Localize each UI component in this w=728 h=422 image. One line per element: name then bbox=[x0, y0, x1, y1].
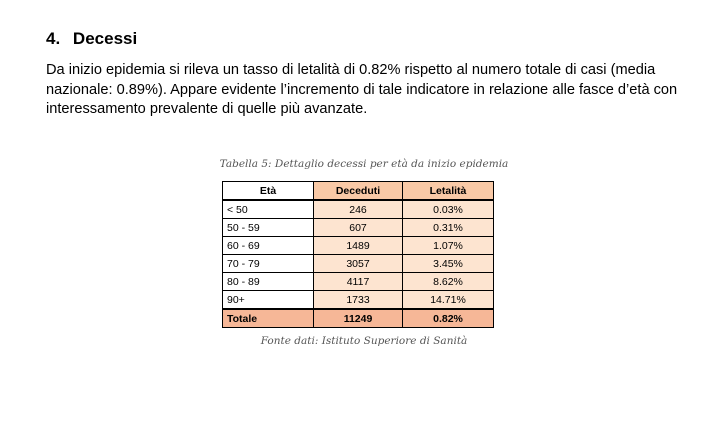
cell-eta: 70 - 79 bbox=[223, 255, 314, 273]
header-eta: Età bbox=[223, 182, 314, 201]
cell-letalita: 3.45% bbox=[403, 255, 494, 273]
cell-eta: < 50 bbox=[223, 200, 314, 219]
cell-deceduti: 1489 bbox=[314, 237, 403, 255]
table-header-row bbox=[223, 182, 494, 201]
cell-deceduti: 607 bbox=[314, 219, 403, 237]
section-title: Decessi bbox=[72, 29, 138, 48]
total-label: Totale bbox=[223, 309, 314, 328]
header-deceduti: Deceduti bbox=[314, 182, 403, 201]
section-heading bbox=[46, 29, 137, 49]
cell-eta: 90+ bbox=[223, 291, 314, 310]
table-row bbox=[223, 255, 494, 273]
table-row bbox=[223, 219, 494, 237]
cell-deceduti: 1733 bbox=[314, 291, 403, 310]
cell-eta: 60 - 69 bbox=[223, 237, 314, 255]
table-row bbox=[223, 237, 494, 255]
cell-letalita: 14.71% bbox=[403, 291, 494, 310]
cell-deceduti: 3057 bbox=[314, 255, 403, 273]
table-total-row bbox=[223, 309, 494, 328]
section-paragraph: Da inizio epidemia si rileva un tasso di letalità di 0.82% rispetto al numero totale di casi (media nazionale: 0.89%). Appare evidente l’incremento di tale indicatore in relazione alle fasce d’età con interessamento prevalente di quelle più avanzate. bbox=[46, 62, 678, 117]
cell-deceduti: 4117 bbox=[314, 273, 403, 291]
cell-letalita: 8.62% bbox=[403, 273, 494, 291]
cell-deceduti: 246 bbox=[314, 200, 403, 219]
total-deceduti: 11249 bbox=[314, 309, 403, 328]
table-row bbox=[223, 291, 494, 310]
section-number: 4. bbox=[46, 29, 61, 48]
deaths-by-age-table bbox=[222, 181, 494, 328]
table-caption: Tabella 5: Dettaglio decessi per età da inizio epidemia bbox=[219, 158, 509, 170]
cell-letalita: 1.07% bbox=[403, 237, 494, 255]
cell-eta: 50 - 59 bbox=[223, 219, 314, 237]
cell-letalita: 0.31% bbox=[403, 219, 494, 237]
total-letalita: 0.82% bbox=[403, 309, 494, 328]
table-row bbox=[223, 273, 494, 291]
table-row bbox=[223, 200, 494, 219]
cell-eta: 80 - 89 bbox=[223, 273, 314, 291]
header-letalita: Letalità bbox=[403, 182, 494, 201]
table-source: Fonte dati: Istituto Superiore di Sanità bbox=[260, 335, 468, 347]
cell-letalita: 0.03% bbox=[403, 200, 494, 219]
